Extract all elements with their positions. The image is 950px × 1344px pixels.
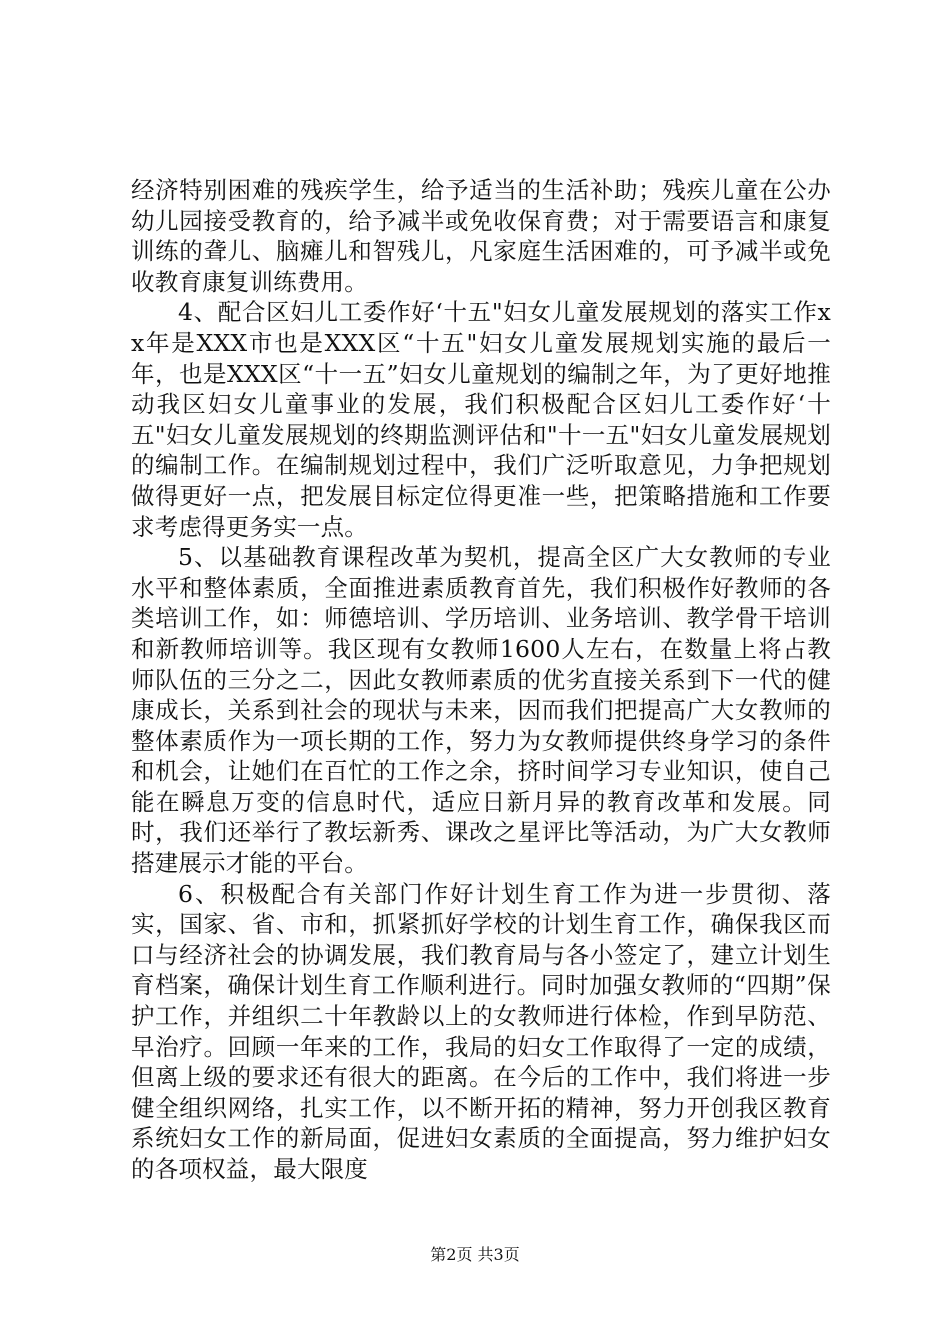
- paragraph-item-4: 4、配合区妇儿工委作好‘十五"妇女儿童发展规划的落实工作xx年是XXX市也是XXX区“十五"妇女儿童发展规划实施的最后一年，也是XXX区“十一五”妇女儿童规划的编制之年，为了更好地推动我区妇女儿童事业的发展，我们积极配合区妇儿工委作好‘十五"妇女儿童发展规划的终期监测评估和"十一五"妇女儿童发展规划的编制工作。在编制规划过程中，我们广泛听取意见，力争把规划做得更好一点，把发展目标定位得更准一些，把策略措施和工作要求考虑得更务实一点。: [131, 298, 831, 541]
- document-body: [131, 175, 831, 1185]
- paragraph-item-6: 6、积极配合有关部门作好计划生育工作为进一步贯彻、落实，国家、省、市和，抓紧抓好学校的计划生育工作，确保我区而口与经济社会的协调发展，我们教育局与各小签定了，建立计划生育档案，确保计划生育工作顺利进行。同时加强女教师的“四期”保护工作，并组织二十年教龄以上的女教师进行体检，作到早防范、早治疗。回顾一年来的工作，我局的妇女工作取得了一定的成绩，但离上级的要求还有很大的距离。在今后的工作中，我们将进一步健全组织网络，扎实工作，以不断开拓的精神，努力开创我区教育系统妇女工作的新局面，促进妇女素质的全面提高，努力维护妇女的各项权益，最大限度: [131, 879, 831, 1183]
- paragraph-continuation: 经济特别困难的残疾学生，给予适当的生活补助；残疾儿童在公办幼儿园接受教育的，给予减半或免收保育费；对于需要语言和康复训练的聋儿、脑瘫儿和智残儿，凡家庭生活困难的，可予减半或免收教育康复训练费用。: [131, 176, 831, 296]
- page-number-footer: 第2页 共3页: [430, 1245, 520, 1264]
- paragraph-item-5: 5、以基础教育课程改革为契机，提高全区广大女教师的专业水平和整体素质，全面推进素质教育首先，我们积极作好教师的各类培训工作，如：师德培训、学历培训、业务培训、教学骨干培训和新教师培训等。我区现有女教师1600人左右，在数量上将占教师队伍的三分之二，因此女教师素质的优劣直接关系到下一代的健康成长，关系到社会的现状与未来，因而我们把提高广大女教师的整体素质作为一项长期的工作，努力为女教师提供终身学习的条件和机会，让她们在百忙的工作之余，挤时间学习专业知识，使自己能在瞬息万变的信息时代，适应日新月异的教育改革和发展。同时，我们还举行了教坛新秀、课改之星评比等活动，为广大女教师搭建展示才能的平台。: [131, 543, 831, 878]
